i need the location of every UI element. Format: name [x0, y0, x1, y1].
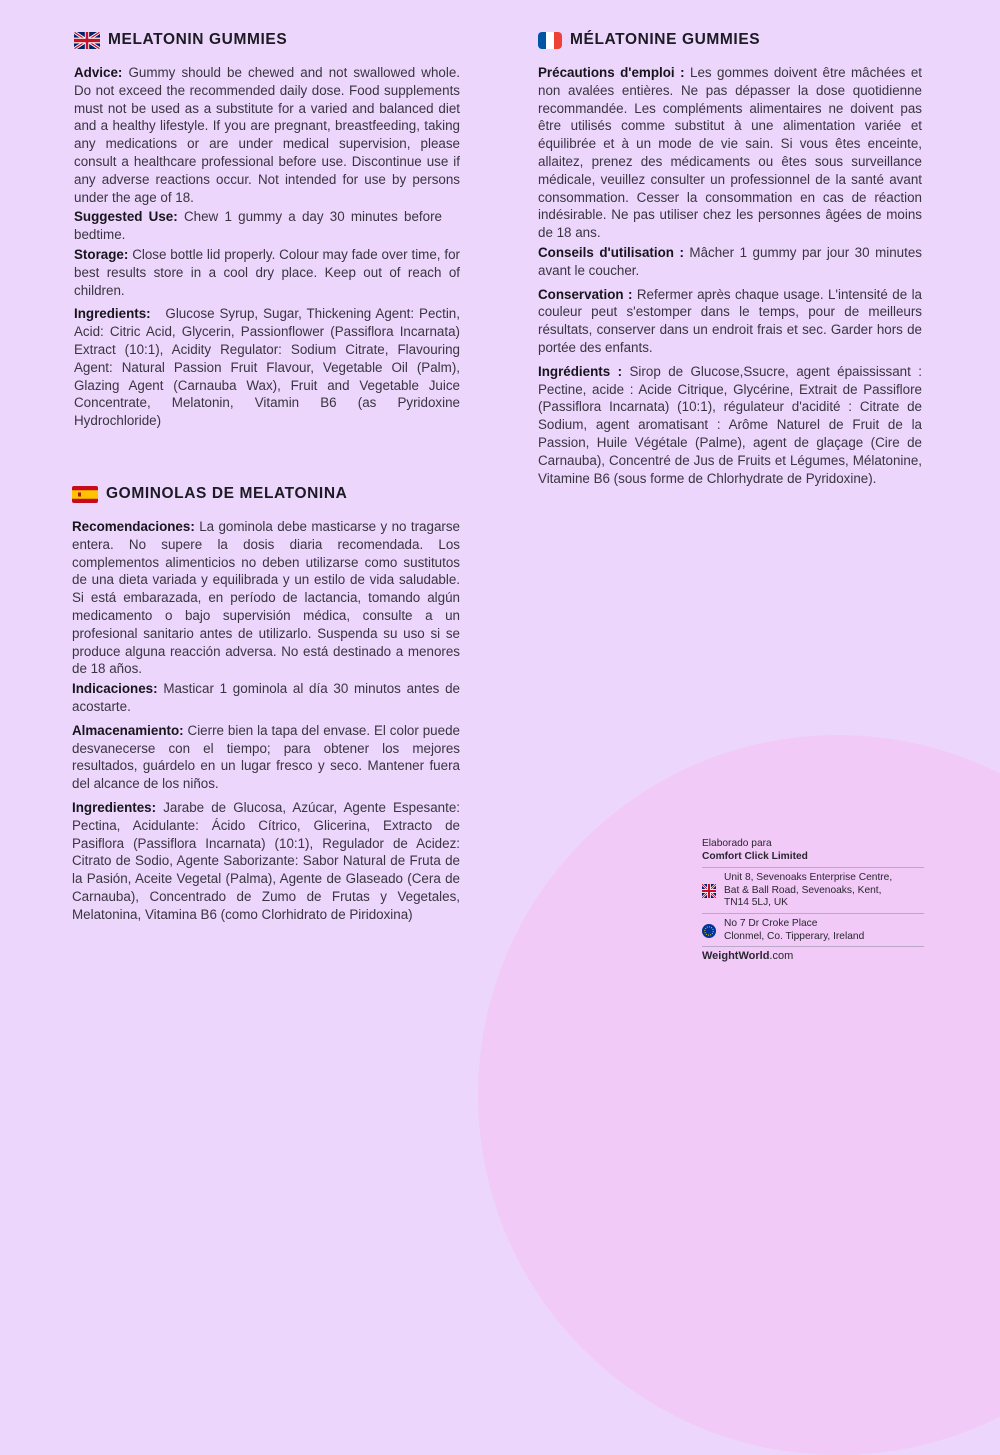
spanish-storage-label: Almacenamiento:: [72, 722, 184, 738]
spanish-advice-text: La gominola debe masticarse y no tragarse entera. No supere la dosis diaria recomendada. Los complementos alimenticios no deben utilizarse como sustitutos de una dieta variada y equilibrada y un estilo de vida saludable. Si está embarazada, en período de lactancia, tomando algún medicamento o bajo supervisión médica, consulte a un profesional sanitario antes de utilizarlo. Suspenda su uso si se produce alguna reacción adversa. No está destinado a menores de 18 años.: [72, 519, 460, 677]
english-section: [74, 30, 460, 432]
spanish-ingredients-label: Ingredientes:: [72, 799, 157, 815]
spanish-storage: [72, 722, 460, 793]
english-advice-text: Gummy should be chewed and not swallowed whole. Do not exceed the recommended daily dose. Food supplements must not be used as a substitute for a varied and balanced diet and a healthy lifestyle. If you are pregnant, breastfeeding, taking any medications or are under medical supervision, please consult a healthcare professional before use. Discontinue use if any adverse reactions occur. Not intended for use by persons under the age of 18.: [74, 65, 460, 205]
eu-address-line: Clonmel, Co. Tipperary, Ireland: [724, 930, 865, 942]
english-advice: [74, 64, 460, 206]
french-ingredients: [538, 363, 922, 488]
french-use-label: Conseils d'utilisation :: [538, 244, 684, 260]
spanish-advice-label: Recomendaciones:: [72, 519, 195, 534]
spanish-title: GOMINOLAS DE MELATONINA: [106, 485, 348, 502]
eu-address-row: [702, 913, 924, 947]
french-storage-label: Conservation :: [538, 286, 633, 302]
uk-address-line: Unit 8, Sevenoaks Enterprise Centre,: [724, 872, 893, 884]
french-heading: [538, 30, 922, 50]
eu-address: [724, 918, 864, 943]
french-use-text: Mâcher 1 gummy par jour 30 minutes avant le coucher.: [538, 244, 922, 278]
company-name: Comfort Click Limited: [702, 850, 808, 862]
spanish-ingredients-text: Jarabe de Glucosa, Azúcar, Agente Espesante: Pectina, Acidulante: Ácido Cítrico, Glicerina, Extracto de Pasiflora (Passiflora Incarnata) (10:1), Regulador de Acidez: Citrato de Sodio, Agente Saborizante: Sabor Natural de Fruta de la Pasión, Aceite Vegetal (Palma), Agente de Glaseado (Cera de Carnauba), Concentrado de Zumo de Frutas y Vegetales, Melatonina, Vitamina B6 (como Clorhidrato de Piridoxina): [72, 799, 460, 922]
english-use-text: Chew 1 gummy a day 30 minutes before bedtime.: [74, 209, 442, 243]
french-ingredients-text: Sirop de Glucose,Ssucre, agent épaississant : Pectine, acide : Acide Citrique, Glycérine, Extrait de Passiflore (Passiflora Incarnata) (10:1), régulateur d'acidité : Citrate de Sodium, agent aromatisant : Arôme Naturel de Fruit de la Passion, Huile Végétale (Palme), agent de glaçage (Cire de Carnauba), Concentré de Jus de Fruits et Légumes, Mélatonine, Vitamine B6 (sous forme de Chlorhydrate de Pyridoxine).: [538, 363, 922, 486]
spanish-advice: [72, 518, 460, 678]
spanish-ingredients: [72, 799, 460, 924]
english-ingredients-label: Ingredients:: [74, 306, 151, 322]
english-use-label: Suggested Use:: [74, 209, 178, 225]
spanish-section: [72, 484, 460, 926]
eu-flag-icon: [702, 924, 716, 938]
uk-address: [724, 872, 892, 910]
uk-flag-icon: [74, 32, 100, 49]
french-storage: [538, 286, 922, 357]
spain-flag-icon: [72, 486, 98, 503]
eu-address-line: No 7 Dr Croke Place: [724, 917, 818, 929]
french-use: [538, 244, 922, 280]
made-for-label: Elaborado para: [702, 838, 772, 849]
english-advice-label: Advice:: [74, 65, 123, 80]
website-domain: .com: [769, 950, 794, 963]
french-advice-label: Précautions d'emploi :: [538, 65, 685, 80]
french-title: MÉLATONINE GUMMIES: [570, 31, 761, 48]
english-storage-text: Close bottle lid properly. Colour may fade over time, for best results store in a cool dry place. Keep out of reach of children.: [74, 246, 460, 298]
english-ingredients: [74, 305, 460, 430]
website[interactable]: [702, 950, 924, 963]
france-flag-icon: [538, 32, 562, 49]
website-brand: WeightWorld: [702, 950, 770, 963]
french-ingredients-label: Ingrédients :: [538, 363, 623, 379]
english-title: MELATONIN GUMMIES: [108, 31, 288, 48]
spanish-heading: [72, 484, 460, 504]
french-section: [538, 30, 922, 489]
spanish-storage-text: Cierre bien la tapa del envase. El color puede desvanecerse con el tiempo; para obtener los mejores resultados, guárdelo en un lugar fresco y seco. Mantener fuera del alcance de los niños.: [72, 722, 460, 792]
uk-address-line: Bat & Ball Road, Sevenoaks, Kent,: [724, 884, 882, 896]
spanish-use-text: Masticar 1 gominola al día 30 minutos antes de acostarte.: [72, 681, 460, 714]
english-ingredients-text: Glucose Syrup, Sugar, Thickening Agent: Pectin, Acid: Citric Acid, Glycerin, Passionflower (Passiflora Incarnata) Extract (10:1), Acidity Regulator: Sodium Citrate, Flavouring Agent: Natural Passion Fruit Flavour, Vegetable Oil (Palm), Glazing Agent (Carnauba Wax), Fruit and Vegetable Juice Concentrate, Melatonin, Vitamin B6 (as Pyridoxine Hydrochloride): [74, 306, 460, 429]
uk-flag-icon: [702, 884, 716, 898]
spanish-use-label: Indicaciones:: [72, 681, 158, 697]
spanish-use: [72, 680, 460, 716]
manufacturer-info: [702, 838, 924, 963]
uk-address-row: [702, 867, 924, 913]
french-storage-text: Refermer après chaque usage. L'intensité de la couleur peut s'estomper dans le temps, pour de meilleurs résultats, conserver dans un endroit frais et sec. Garder hors de portée des enfants.: [538, 286, 922, 355]
english-heading: [74, 30, 460, 50]
french-advice-text: Les gommes doivent être mâchées et non avalées entières. Ne pas dépasser la dose quotidienne recommandée. Les compléments alimentaires ne doivent pas être utilisés comme substitut à une alimentation variée et équilibrée et à un mode de vie sain. Si vous êtes enceinte, allaitez, prenez des médicaments ou êtes sous surveillance médicale, veuillez consulter un professionnel de la santé avant consommation. Cesser la consommation en cas de réaction indésirable. Ne pas utiliser chez les personnes âgées de moins de 18 ans.: [538, 65, 922, 241]
french-advice: [538, 64, 922, 242]
english-storage: [74, 246, 460, 299]
english-storage-label: Storage:: [74, 246, 129, 262]
uk-address-line: TN14 5LJ, UK: [724, 897, 788, 909]
english-use: [74, 208, 460, 244]
